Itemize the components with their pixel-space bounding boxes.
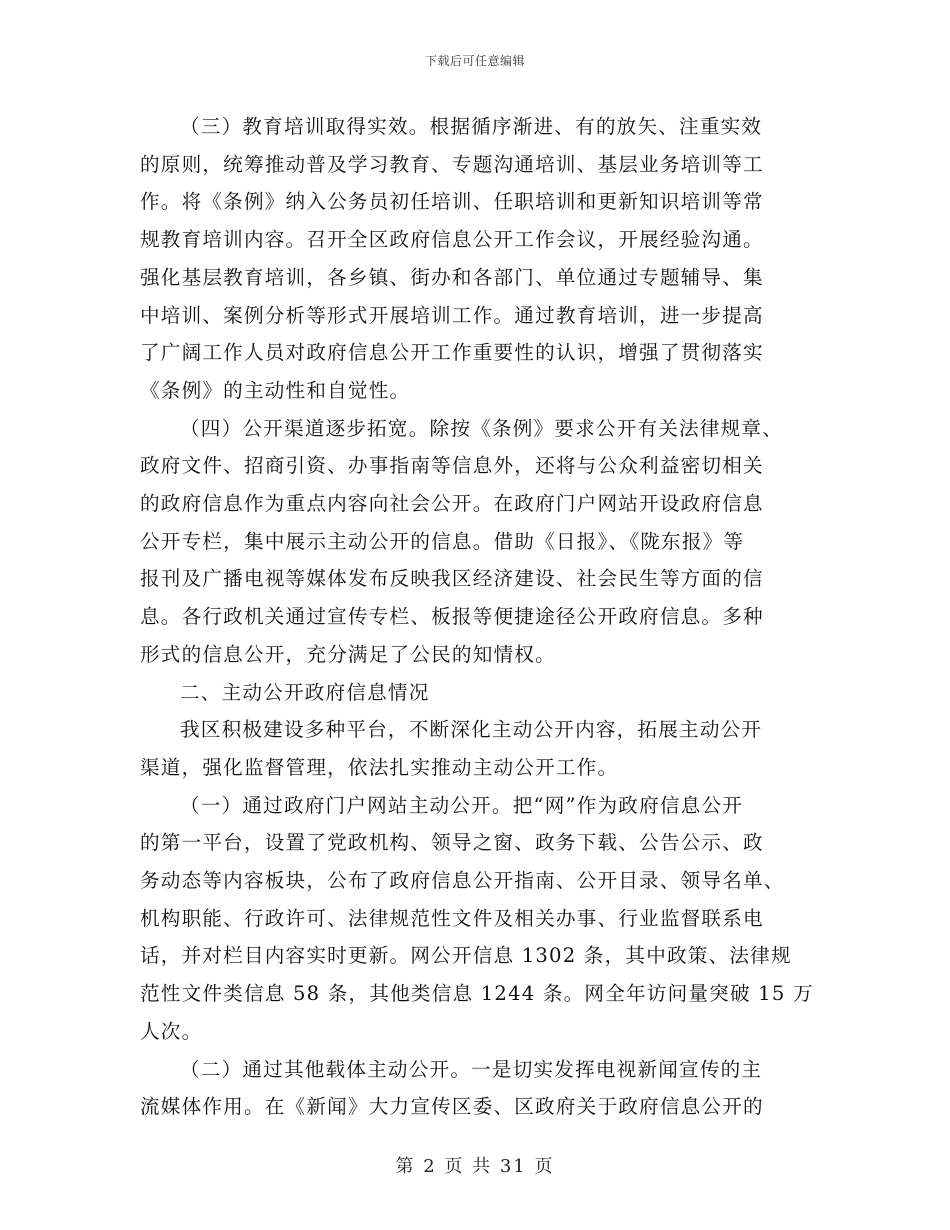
page-header: 下载后可任意编辑: [424, 54, 525, 68]
text-line: 话，并对栏目内容实时更新。网公开信息 1302 条，其中政策、法律规: [140, 944, 792, 968]
text-line: 渠道，强化监督管理，依法扎实推动主动公开工作。: [140, 755, 619, 779]
text-line: 报刊及广播电视等媒体发布反映我区经济建设、社会民生等方面的信: [140, 567, 764, 591]
text-line: 规教育培训内容。召开全区政府信息公开工作会议，开展经验沟通。: [140, 228, 764, 252]
text-line: 作。将《条例》纳入公务员初任培训、任职培训和更新知识培训等常: [140, 190, 764, 214]
text-line: （一）通过政府门户网站主动公开。把“网”作为政府信息公开: [180, 793, 744, 817]
text-line: 强化基层教育培训，各乡镇、街办和各部门、单位通过专题辅导、集: [140, 265, 764, 289]
text-line: 我区积极建设多种平台，不断深化主动公开内容，拓展主动公开: [180, 718, 763, 742]
text-line: 机构职能、行政许可、法律规范性文件及相关办事、行业监督联系电: [140, 906, 764, 930]
text-line: 的第一平台，设置了党政机构、领导之窗、政务下载、公告公示、政: [140, 831, 764, 855]
text-line: （二）通过其他载体主动公开。一是切实发挥电视新闻宣传的主: [180, 1057, 763, 1081]
document-body: [140, 108, 812, 1126]
text-line: 二、主动公开政府信息情况: [180, 680, 430, 704]
text-line: 流媒体作用。在《新闻》大力宣传区委、区政府关于政府信息公开的: [140, 1095, 764, 1119]
page-footer: 第 2 页 共 31 页: [395, 1156, 555, 1177]
text-line: 的政府信息作为重点内容向社会公开。在政府门户网站开设政府信息: [140, 492, 764, 516]
text-line: （四）公开渠道逐步拓宽。除按《条例》要求公开有关法律规章、: [180, 416, 784, 440]
text-line: 息。各行政机关通过宣传专栏、板报等便捷途径公开政府信息。多种: [140, 605, 764, 629]
text-line: 形式的信息公开，充分满足了公民的知情权。: [140, 642, 556, 666]
text-line: 范性文件类信息 58 条，其他类信息 1244 条。网全年访问量突破 15 万: [140, 982, 814, 1006]
text-line: 政府文件、招商引资、办事指南等信息外，还将与公众利益密切相关: [140, 454, 764, 478]
text-line: （三）教育培训取得实效。根据循序渐进、有的放矢、注重实效: [180, 115, 763, 138]
text-line: 中培训、案例分析等形式开展培训工作。通过教育培训，进一步提高: [140, 303, 764, 327]
text-line: 务动态等内容板块，公布了政府信息公开指南、公开目录、领导名单、: [140, 869, 785, 893]
text-line: 公开专栏，集中展示主动公开的信息。借助《日报》、《陇东报》等: [140, 529, 745, 553]
text-line: 了广阔工作人员对政府信息公开工作重要性的认识，增强了贯彻落实: [140, 341, 764, 365]
text-line: 人次。: [140, 1019, 203, 1043]
text-line: 的原则，统筹推动普及学习教育、专题沟通培训、基层业务培训等工: [140, 152, 764, 176]
text-line: 《条例》的主动性和自觉性。: [140, 378, 411, 402]
